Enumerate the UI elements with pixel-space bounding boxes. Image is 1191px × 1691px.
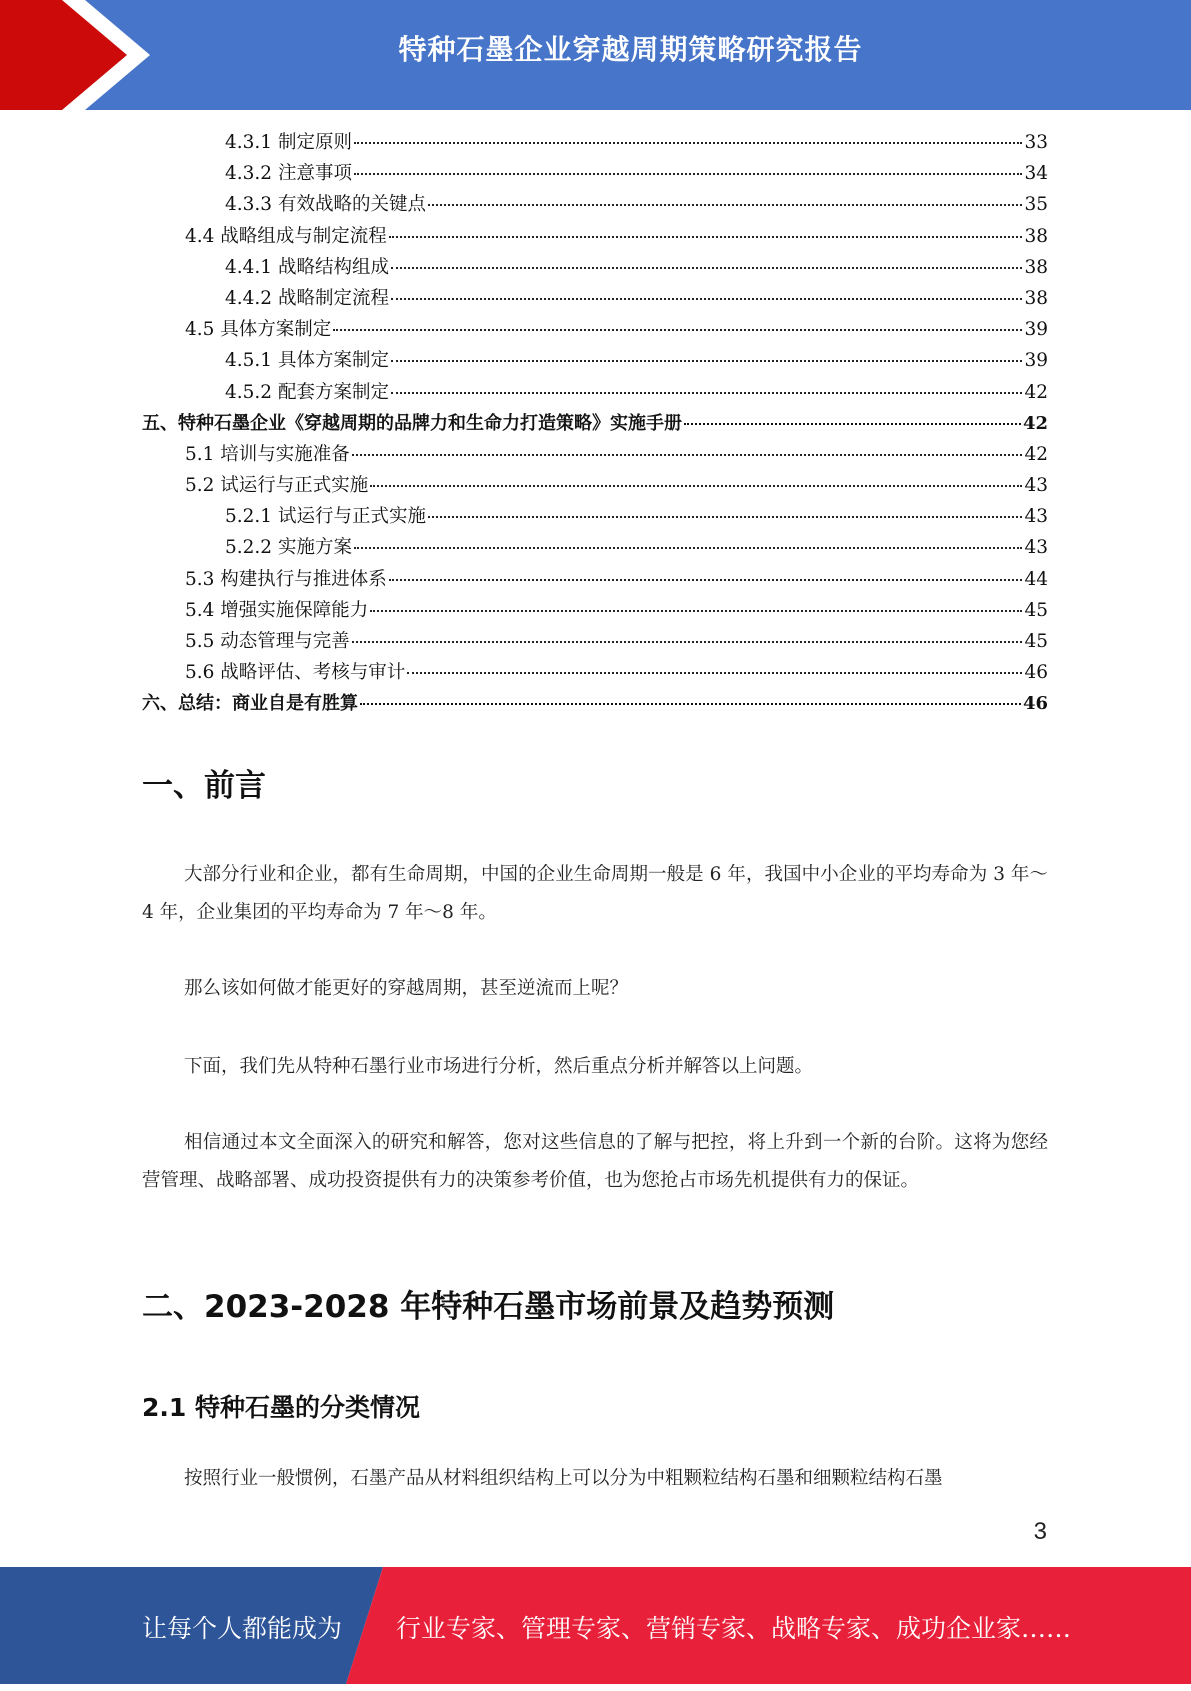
toc-entry-page: 35 <box>1024 194 1048 216</box>
toc-entry-title: 5.2 试运行与正式实施 <box>185 475 369 497</box>
toc-leader-dots <box>389 236 1023 238</box>
toc-entry-page: 46 <box>1022 693 1048 715</box>
toc-entry[interactable] <box>142 596 1048 627</box>
toc-entry[interactable] <box>142 378 1048 409</box>
toc-leader-dots <box>354 142 1023 144</box>
toc-entry[interactable] <box>142 565 1048 596</box>
toc-entry-title: 4.3.3 有效战略的关键点 <box>225 194 426 216</box>
header-title: 特种石墨企业穿越周期策略研究报告 <box>398 33 863 66</box>
toc-entry[interactable] <box>142 658 1048 689</box>
toc-entry-page: 39 <box>1024 350 1048 372</box>
toc-leader-dots <box>391 360 1022 362</box>
toc-entry-title: 4.5.1 具体方案制定 <box>225 350 389 372</box>
page-header <box>0 0 1191 110</box>
section-title-preface: 一、前言 <box>142 768 266 804</box>
toc-entry[interactable] <box>142 346 1048 377</box>
toc-leader-dots <box>391 298 1022 300</box>
paragraph: 大部分行业和企业，都有生命周期，中国的企业生命周期一般是 6 年，我国中小企业的平均寿命为 3 年～4 年，企业集团的平均寿命为 7 年～8 年。 <box>142 864 1048 923</box>
toc-entry-page: 43 <box>1024 475 1048 497</box>
toc-entry[interactable] <box>142 222 1048 253</box>
toc-entry[interactable] <box>142 159 1048 190</box>
toc-leader-dots <box>391 392 1022 394</box>
toc-entry[interactable] <box>142 689 1048 720</box>
toc-entry-title: 5.6 战略评估、考核与审计 <box>185 662 406 684</box>
toc-leader-dots <box>354 547 1023 549</box>
toc-entry-page: 34 <box>1024 163 1048 185</box>
table-of-contents <box>142 128 1048 721</box>
paragraph: 那么该如何做才能更好的穿越周期，甚至逆流而上呢？ <box>184 978 629 999</box>
toc-leader-dots <box>370 485 1022 487</box>
toc-entry-page: 38 <box>1024 256 1048 278</box>
toc-entry-page: 44 <box>1024 568 1048 590</box>
toc-entry-title: 4.5.2 配套方案制定 <box>225 381 389 403</box>
toc-entry[interactable] <box>142 128 1048 159</box>
toc-leader-dots <box>407 672 1022 674</box>
toc-entry-page: 43 <box>1024 537 1048 559</box>
toc-entry[interactable] <box>142 440 1048 471</box>
toc-entry[interactable] <box>142 409 1048 440</box>
toc-entry-page: 43 <box>1024 506 1048 528</box>
toc-leader-dots <box>389 579 1023 581</box>
toc-entry-page: 45 <box>1024 599 1048 621</box>
toc-entry-title: 5.1 培训与实施准备 <box>185 443 350 465</box>
toc-leader-dots <box>391 267 1022 269</box>
toc-entry-title: 5.4 增强实施保障能力 <box>185 599 369 621</box>
toc-leader-dots <box>684 423 1021 425</box>
toc-entry-title: 5.2.1 试运行与正式实施 <box>225 506 426 528</box>
toc-entry-title: 4.5 具体方案制定 <box>185 319 332 341</box>
toc-leader-dots <box>428 516 1022 518</box>
toc-entry-page: 38 <box>1024 225 1048 247</box>
toc-entry-page: 42 <box>1024 381 1048 403</box>
footer-slogan-right: 行业专家、管理专家、营销专家、战略专家、成功企业家…… <box>396 1614 1072 1643</box>
toc-entry[interactable] <box>142 315 1048 346</box>
toc-entry-title: 4.4.1 战略结构组成 <box>225 256 389 278</box>
header-chevron-decoration <box>0 0 160 110</box>
section-title-market-outlook: 二、2023-2028 年特种石墨市场前景及趋势预测 <box>142 1289 835 1325</box>
toc-entry-page: 42 <box>1022 412 1048 434</box>
toc-entry-page: 46 <box>1024 662 1048 684</box>
toc-entry[interactable] <box>142 284 1048 315</box>
toc-entry[interactable] <box>142 627 1048 658</box>
page-number: 3 <box>1033 1518 1047 1545</box>
page-footer <box>0 1567 1191 1684</box>
toc-entry-title: 4.4 战略组成与制定流程 <box>185 225 387 247</box>
toc-entry-title: 5.2.2 实施方案 <box>225 537 352 559</box>
footer-slogan-left: 让每个人都能成为 <box>142 1614 343 1643</box>
paragraph: 相信通过本文全面深入的研究和解答，您对这些信息的了解与把控，将上升到一个新的台阶。这将为您经营管理、战略部署、成功投资提供有力的决策参考价值，也为您抢占市场先机提供有力的保证。 <box>142 1132 1048 1191</box>
toc-entry[interactable] <box>142 533 1048 564</box>
toc-leader-dots <box>352 641 1023 643</box>
toc-leader-dots <box>428 204 1022 206</box>
toc-entry[interactable] <box>142 471 1048 502</box>
toc-entry-page: 45 <box>1024 631 1048 652</box>
toc-entry-title: 六、总结：商业自是有胜算 <box>142 693 358 715</box>
toc-entry-page: 33 <box>1024 132 1048 153</box>
toc-entry[interactable] <box>142 190 1048 221</box>
toc-leader-dots <box>352 454 1023 456</box>
toc-entry-page: 39 <box>1024 319 1048 341</box>
subsection-title-classification: 2.1 特种石墨的分类情况 <box>142 1393 420 1422</box>
toc-entry-title: 4.4.2 战略制定流程 <box>225 287 389 309</box>
toc-entry[interactable] <box>142 253 1048 284</box>
toc-leader-dots <box>333 329 1022 331</box>
toc-entry[interactable] <box>142 502 1048 533</box>
toc-entry-title: 5.3 构建执行与推进体系 <box>185 568 387 590</box>
toc-leader-dots <box>354 173 1023 175</box>
toc-entry-title: 4.3.2 注意事项 <box>225 163 352 185</box>
toc-leader-dots <box>360 703 1021 705</box>
toc-entry-page: 38 <box>1024 287 1048 309</box>
toc-entry-title: 五、特种石墨企业《穿越周期的品牌力和生命力打造策略》实施手册 <box>142 412 682 434</box>
toc-entry-title: 5.5 动态管理与完善 <box>185 631 350 652</box>
paragraph: 下面，我们先从特种石墨行业市场进行分析，然后重点分析并解答以上问题。 <box>184 1056 814 1077</box>
toc-entry-page: 42 <box>1024 443 1048 465</box>
paragraph: 按照行业一般惯例，石墨产品从材料组织结构上可以分为中粗颗粒结构石墨和细颗粒结构石墨 <box>184 1468 943 1489</box>
toc-leader-dots <box>370 610 1022 612</box>
toc-entry-title: 4.3.1 制定原则 <box>225 132 352 153</box>
